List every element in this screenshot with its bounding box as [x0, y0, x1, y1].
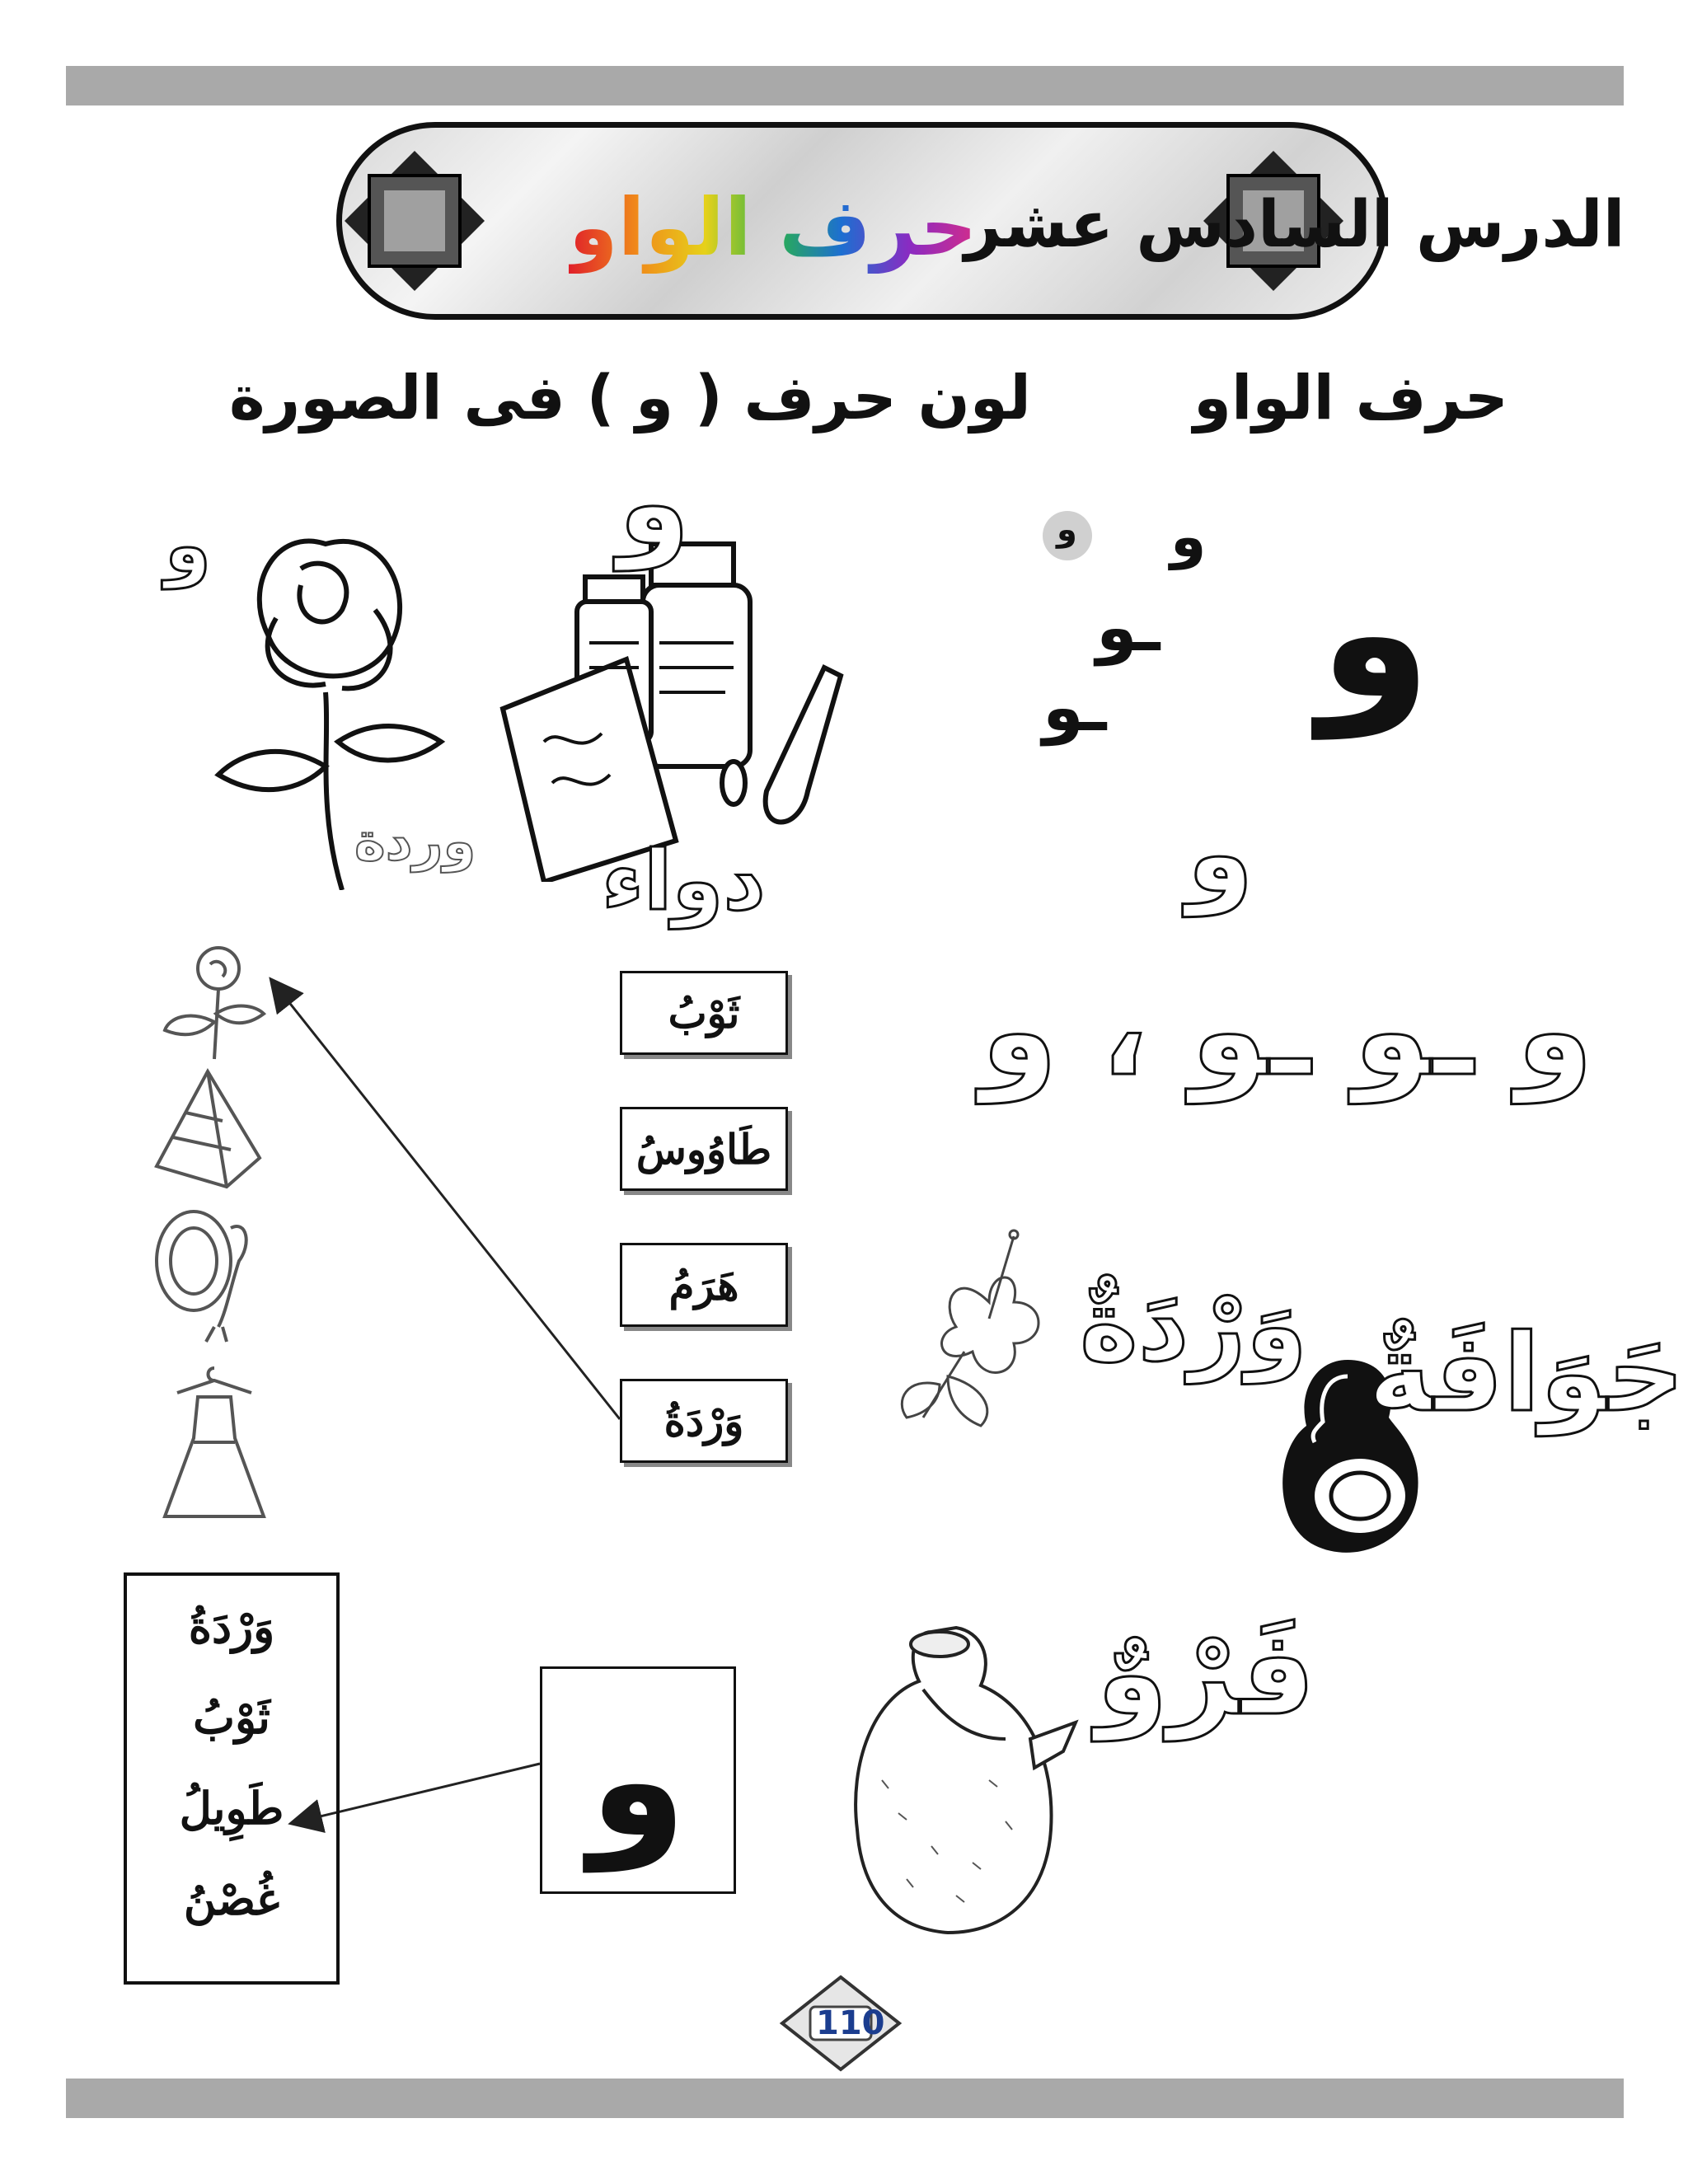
- peacock-icon: [148, 1203, 264, 1343]
- match-word: وَرْدَةُ: [663, 1396, 744, 1446]
- match-arrow: [272, 981, 620, 1419]
- word-list-item[interactable]: ثَوْبُ: [193, 1691, 270, 1744]
- bottom-border-band: [66, 2079, 1624, 2118]
- outline-letter: و: [1187, 791, 1254, 916]
- outline-letter-row: و ـو ـو ، و: [981, 960, 1593, 1104]
- letter-title: حرف الواو: [569, 181, 978, 274]
- medicine-word: دواء: [602, 832, 766, 929]
- letter-form-isolated-small: و: [1057, 511, 1077, 549]
- pyramid-icon: [152, 1067, 264, 1191]
- letter-box-letter: و: [588, 1689, 687, 1872]
- lesson-title: الدرس السادس عشر: [964, 188, 1625, 262]
- fur-coat-icon: [841, 1615, 1080, 1937]
- match-word: طَاوُوسُ: [635, 1124, 772, 1174]
- letter-form-final: ـو: [1096, 589, 1160, 666]
- example-word-fur: فَرْوٌ: [1096, 1607, 1315, 1741]
- letter-form-isolated: و: [1170, 503, 1207, 570]
- hibiscus-flower-icon: [890, 1220, 1055, 1434]
- rose-word: وردة: [354, 812, 476, 873]
- match-word-box[interactable]: [620, 1107, 788, 1191]
- match-word-box[interactable]: [620, 1379, 788, 1463]
- match-word: هَرَمُ: [668, 1260, 739, 1310]
- coloring-heading: لون حرف ( و ) فى الصورة: [229, 363, 1031, 434]
- match-word-box[interactable]: [620, 1243, 788, 1327]
- example-word-flower: وَرْدَةٌ: [1080, 1269, 1308, 1384]
- word-list-item[interactable]: طَوِيلُ: [179, 1782, 284, 1835]
- rose-letter: و: [165, 503, 211, 589]
- word-list-item[interactable]: وَرْدَةُ: [188, 1601, 275, 1653]
- rose-icon: [148, 940, 272, 1063]
- match-word-box[interactable]: [620, 971, 788, 1055]
- medicine-icon: [495, 519, 857, 882]
- letter-form-final-2: ـو: [1043, 669, 1107, 746]
- main-letter: و: [1319, 527, 1432, 738]
- medicine-letter: و: [618, 437, 691, 571]
- letter-heading: حرف الواو: [1193, 363, 1508, 434]
- left-diamond-ornament: [345, 151, 485, 291]
- page-number: 110: [816, 2004, 885, 2042]
- word-list-item[interactable]: غُصْنُ: [183, 1872, 280, 1925]
- top-border-band: [66, 66, 1624, 105]
- word-list-box: [124, 1572, 340, 1985]
- dress-icon: [161, 1364, 268, 1521]
- example-word-guava: جَوَافَةٌ: [1368, 1310, 1685, 1436]
- letter-box: [540, 1666, 736, 1894]
- match-word: ثَوْبُ: [668, 988, 740, 1038]
